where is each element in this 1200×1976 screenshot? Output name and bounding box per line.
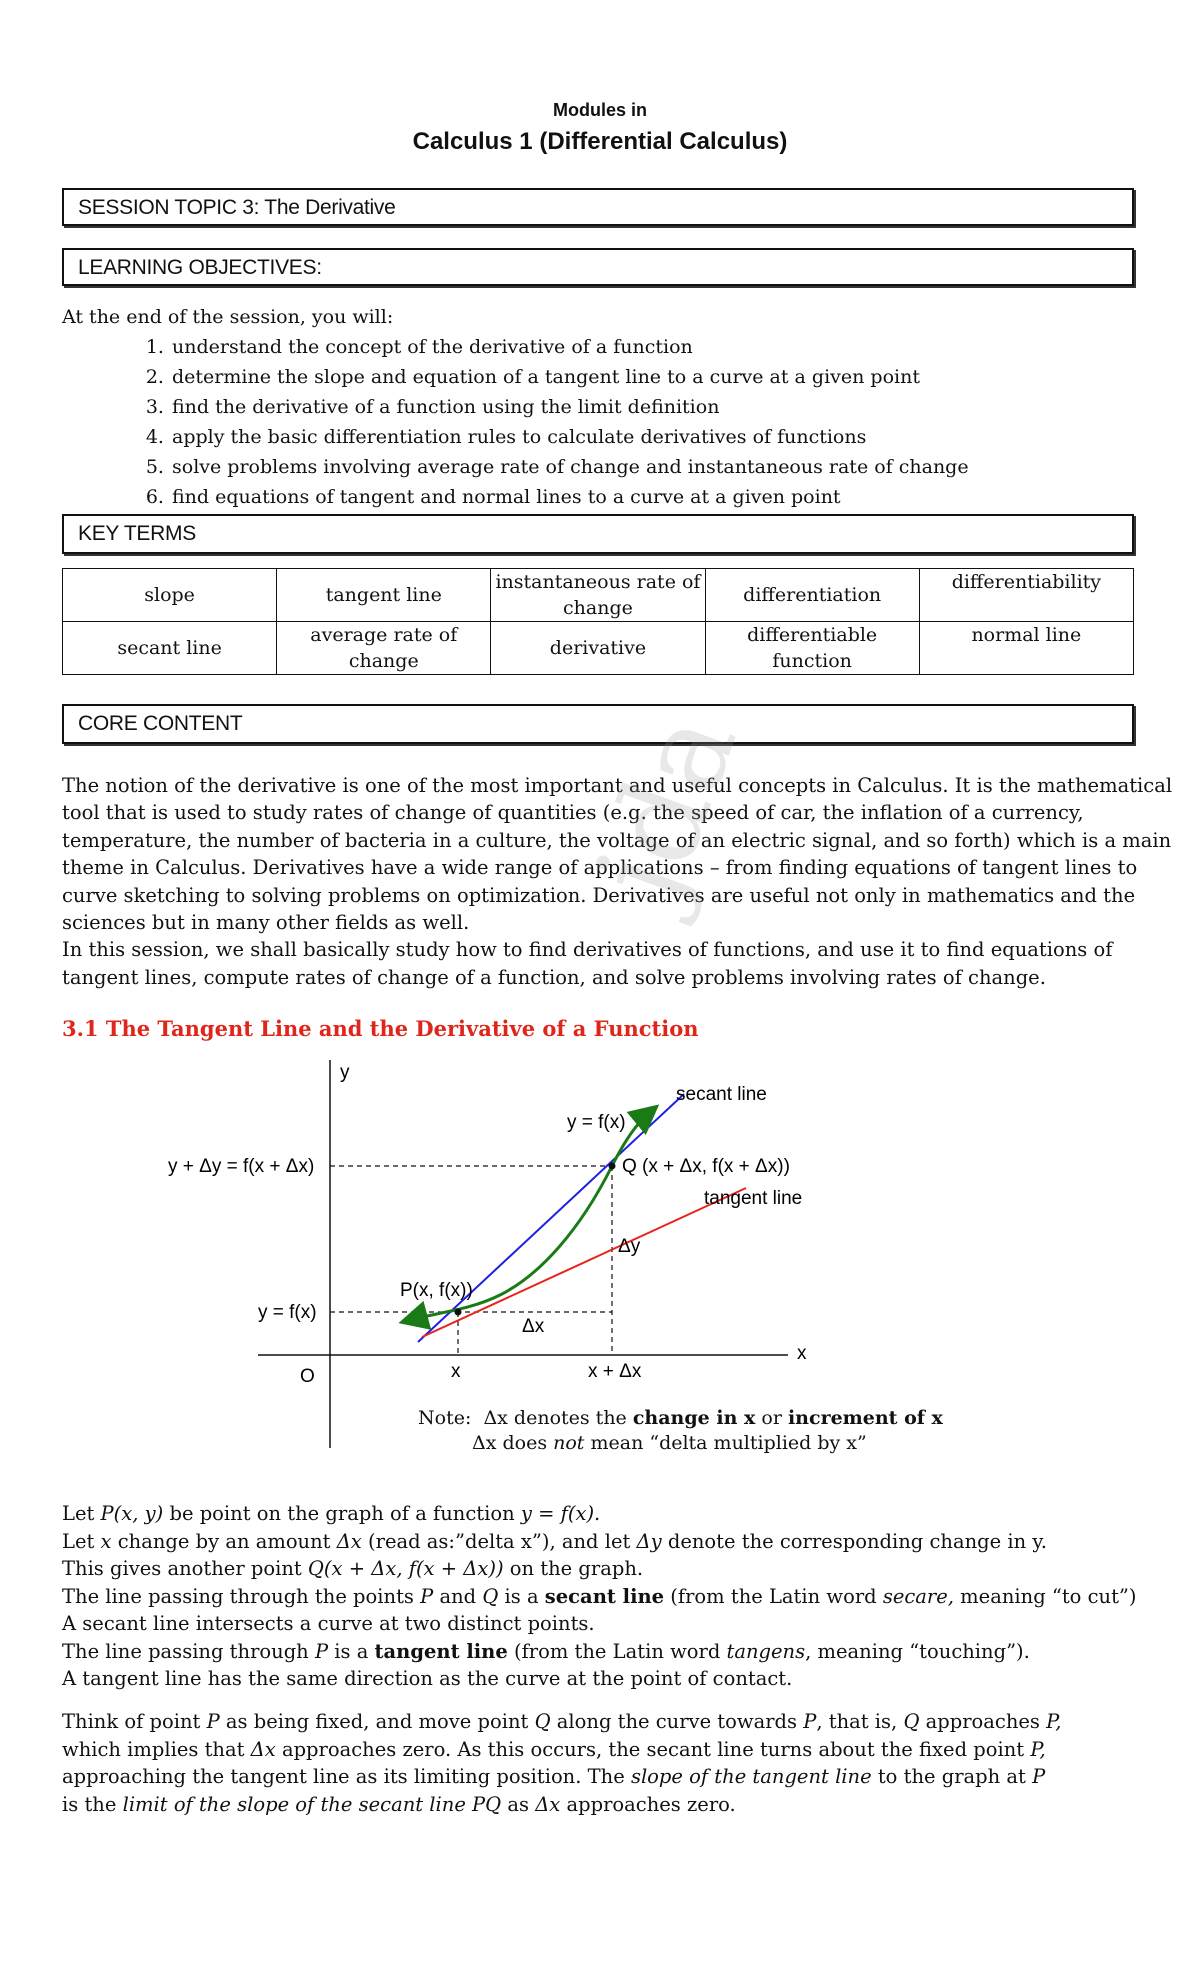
note-line1-c: or [761,1407,782,1429]
body-line: approaching the tangent line as its limiting position. The slope of the tangent line to the graph at P [62,1765,1046,1788]
point-q-label: Q (x + Δx, f(x + Δx)) [622,1156,790,1177]
body-line: which implies that Δx approaches zero. As this occurs, the secant line turns about the fixed point P, [62,1737,1046,1761]
delta-x-label: Δx [522,1316,545,1337]
key-term-cell: tangent line [277,569,491,622]
body-line: A tangent line has the same direction as the curve at the point of contact. [62,1667,793,1690]
note-line2-b: not [553,1432,585,1454]
course-title: Calculus 1 (Differential Calculus) [412,128,788,155]
secant-line-label: secant line [676,1084,767,1105]
core-paragraph-2: In this session, we shall basically study how to find derivatives of functions, and use it to find equations of tangent lines, compute rates of change of a function, and solve problems involving rates of change. [62,938,1113,989]
note-line2-c: mean “delta multiplied by x” [590,1432,867,1454]
objectives-list [62,332,1200,512]
core-paragraph-1: The notion of the derivative is one of the most important and useful concepts in Calculus. It is the mathematical tool that is used to study rates of change of quantities (e.g. the speed of car, the inflation of a currency, temperature, the number of bacteria in a culture, the voltage of an electric signal, and so forth) which is a main theme in Calculus. Derivatives have a wide range of applications – from finding equations of tangent lines to curve sketching to solving problems on optimization. Derivatives are useful not only in mathematics and the sciences but in many other fields as well. [62,774,1173,935]
objectives-intro: At the end of the session, you will: [62,306,394,328]
body-line: Think of point P as being fixed, and move point Q along the curve towards P, that is, Q approaches P, [62,1710,1062,1733]
upper-value-label: y + Δy = f(x + Δx) [168,1156,315,1177]
key-term-cell: instantaneous rate of change [491,569,705,622]
key-term-cell: differentiable function [705,622,919,675]
note-prefix: Note: [418,1407,472,1429]
body-line: This gives another point Q(x + Δx, f(x + Δx)) on the graph. [62,1557,644,1580]
note-line2-a: Δx does [472,1432,548,1454]
objective-item: 2. determine the slope and equation of a tangent line to a curve at a given point [170,362,1200,392]
core-content-heading: CORE CONTENT [78,712,243,735]
definitions-block [62,1500,1172,1693]
note-line1-d: increment of x [787,1407,943,1429]
point-p-label: P(x, f(x)) [400,1280,473,1301]
key-terms-box [62,514,1134,554]
objective-item: 6. find equations of tangent and normal lines to a curve at a given point [170,482,1200,512]
objective-item: 3. find the derivative of a function using the limit definition [170,392,1200,422]
section-title: 3.1 The Tangent Line and the Derivative of a Function [62,1016,699,1041]
body-line: Let P(x, y) be point on the graph of a function y = f(x). [62,1502,601,1525]
key-term-cell: slope [63,569,277,622]
table-row [63,622,1134,675]
session-topic-box [62,188,1134,226]
delta-y-label: Δy [618,1236,641,1257]
x-axis-label: x [797,1343,807,1364]
watermark: jda [570,695,765,918]
key-term-cell: secant line [63,622,277,675]
key-term-cell: normal line [919,622,1133,675]
figure-note [418,1406,943,1456]
key-term-cell: derivative [491,622,705,675]
point-q [609,1163,616,1170]
learning-objectives-box [62,248,1134,286]
note-line1-a: Δx denotes the [483,1407,627,1429]
body-line: Let x change by an amount Δx (read as:”delta x”), and let Δy denote the corresponding change in y. [62,1529,1047,1553]
curve-label: y = f(x) [567,1112,626,1133]
session-topic: SESSION TOPIC 3: The Derivative [78,196,396,219]
objective-item: 5. solve problems involving average rate of change and instantaneous rate of change [170,452,1200,482]
body-line: is the limit of the slope of the secant line PQ as Δx approaches zero. [62,1792,736,1816]
limit-explanation-block [62,1708,1172,1818]
key-terms-table [62,568,1134,675]
body-line: A secant line intersects a curve at two distinct points. [62,1612,595,1635]
objective-item: 4. apply the basic differentiation rules to calculate derivatives of functions [170,422,1200,452]
origin-label: O [300,1366,315,1387]
point-p [455,1309,462,1316]
key-term-cell: average rate of change [277,622,491,675]
secant-line [418,1094,684,1342]
objective-item: 1. understand the concept of the derivative of a function [170,332,1200,362]
body-line: The line passing through P is a tangent line (from the Latin word tangens, meaning “touching”). [62,1639,1030,1663]
key-terms-heading: KEY TERMS [78,522,196,545]
note-line1-b: change in x [632,1407,756,1429]
x-plus-dx-tick-label: x + Δx [588,1361,642,1382]
tangent-line-label: tangent line [704,1188,803,1209]
core-content-box [62,704,1134,744]
x-tick-label: x [451,1361,461,1382]
tangent-secant-figure [0,1050,1200,1460]
lower-value-label: y = f(x) [258,1302,317,1323]
body-line: The line passing through the points P and Q is a secant line (from the Latin word secare, meaning “to cut”) [62,1584,1137,1608]
y-axis-label: y [340,1062,350,1083]
tangent-line [422,1188,746,1337]
module-header: Modules in [553,100,647,120]
key-term-cell: differentiability [919,569,1133,622]
learning-objectives-heading: LEARNING OBJECTIVES: [78,256,322,279]
key-term-cell: differentiation [705,569,919,622]
table-row [63,569,1134,622]
